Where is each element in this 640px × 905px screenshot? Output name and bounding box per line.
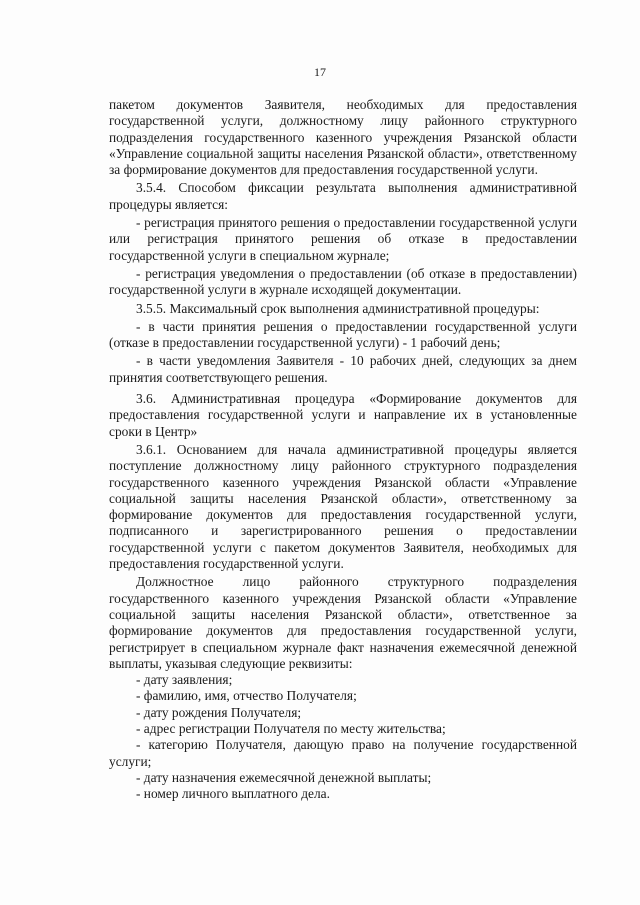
paragraph-3-6: 3.6. Административная процедура «Формирование документов для предоставления государственной услуги и направление их в установленные сроки в Центр» bbox=[109, 391, 577, 439]
list-item-registration-notification: - регистрация уведомления о предоставлении (об отказе в предоставлении) государственной услуги в журнале исходящей документации. bbox=[109, 265, 577, 298]
list-item-birth-date: - дату рождения Получателя; bbox=[136, 704, 302, 720]
document-body bbox=[109, 97, 577, 802]
paragraph-3-5-4: 3.5.4. Способом фиксации результата выполнения административной процедуры является: bbox=[109, 180, 577, 212]
paragraph-continuation: пакетом документов Заявителя, необходимых для предоставления государственной услуги, должностному лицу районного структурного подразделения государственного казенного учреждения Рязанской области «Управление социальной защиты населения Рязанской области», ответственному за формирование документов для предоставления государственной услуги. bbox=[109, 97, 577, 178]
list-item-case-number: - номер личного выплатного дела. bbox=[136, 786, 330, 802]
paragraph-3-5-5: 3.5.5. Максимальный срок выполнения административной процедуры: bbox=[136, 300, 540, 316]
list-item-address: - адрес регистрации Получателя по месту жительства; bbox=[136, 720, 446, 736]
list-item-full-name: - фамилию, имя, отчество Получателя; bbox=[136, 688, 357, 704]
list-item-application-date: - дату заявления; bbox=[136, 672, 233, 688]
page-number: 17 bbox=[314, 65, 326, 79]
list-item-decision-term: - в части принятия решения о предоставлении государственной услуги (отказе в предоставлении государственной услуги) - 1 рабочий день; bbox=[109, 318, 577, 351]
paragraph-official: Должностное лицо районного структурного подразделения государственного казенного учреждения Рязанской области «Управление социальной защиты населения Рязанской области», ответственное за формирование документов для предоставления государственной услуги, регистрирует в специальном журнале факт назначения ежемесячной денежной выплаты, указывая следующие реквизиты: bbox=[109, 574, 577, 671]
list-item-payment-date: - дату назначения ежемесячной денежной выплаты; bbox=[136, 769, 432, 785]
paragraph-3-6-1: 3.6.1. Основанием для начала административной процедуры является поступление должностному лицу районного структурного подразделения государственного казенного учреждения Рязанской области «Управление социальной защиты населения Рязанской области», ответственному за формирование документов для предоставления государственной услуги, подписанного и зарегистрированного решения о предоставлении государственной услуги с пакетом документов Заявителя, необходимых для предоставления государственной услуги. bbox=[109, 441, 577, 572]
list-item-category: - категорию Получателя, дающую право на получение государственной услуги; bbox=[109, 737, 577, 769]
list-item-notification-term: - в части уведомления Заявителя - 10 рабочих дней, следующих за днем принятия соответствующего решения. bbox=[109, 353, 577, 385]
list-item-registration-decision: - регистрация принятого решения о предоставлении государственной услуги или регистрация принятого решения об отказе в предоставлении государственной услуги в специальном журнале; bbox=[109, 215, 577, 263]
